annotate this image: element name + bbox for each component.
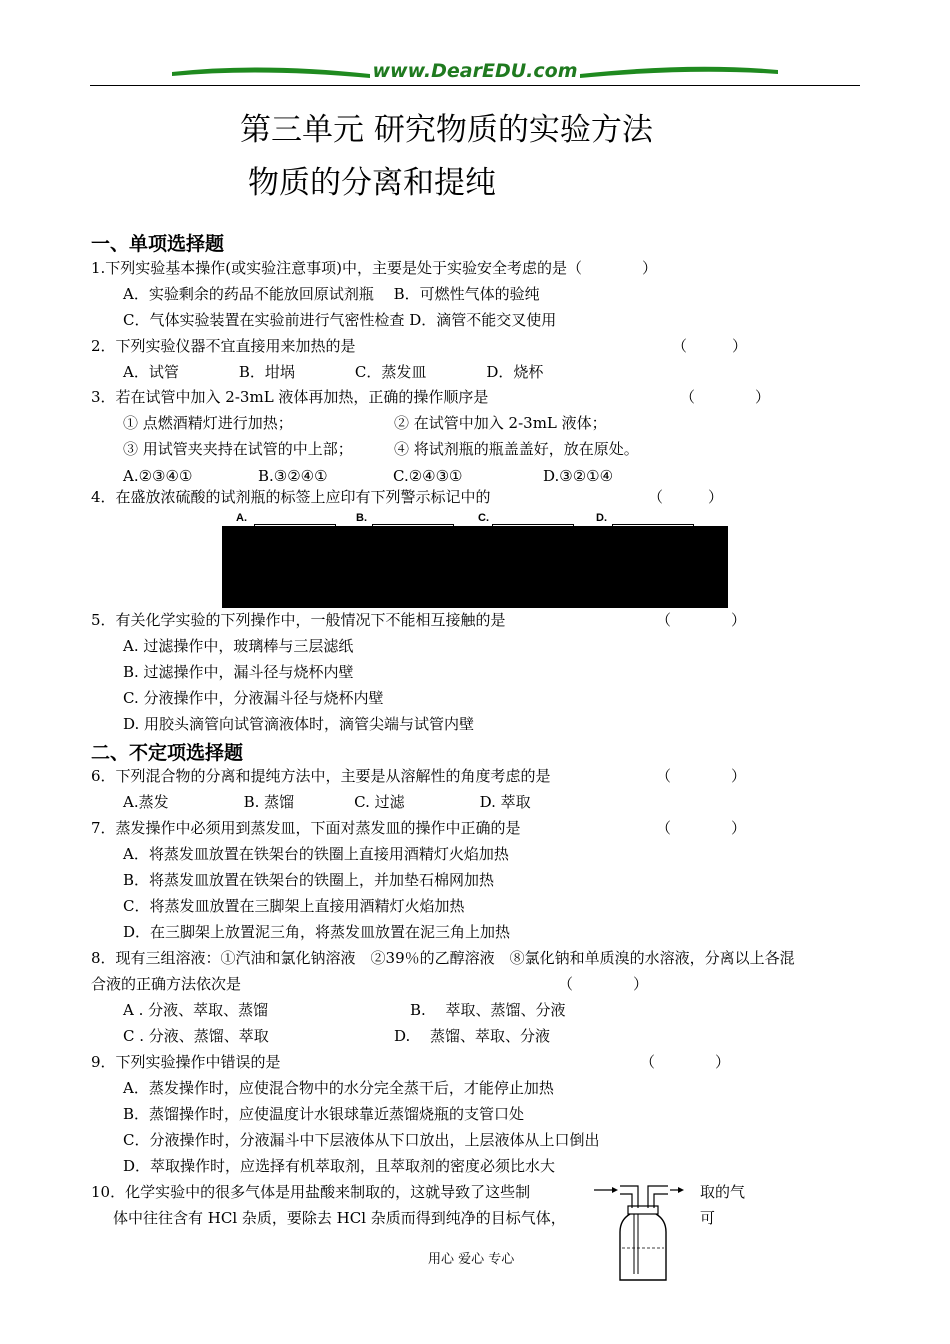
question-5-option-c: C. 分液操作中，分液漏斗径与烧杯内壁 bbox=[123, 689, 384, 707]
question-7-answer-paren: （ ） bbox=[656, 819, 747, 837]
section-heading-single-choice: 一、单项选择题 bbox=[91, 233, 225, 255]
question-7: 7．蒸发操作中必须用到蒸发皿，下面对蒸发皿的操作中正确的是 bbox=[91, 819, 521, 837]
question-9-answer-paren: （ ） bbox=[640, 1053, 731, 1071]
section-heading-multi-choice: 二、不定项选择题 bbox=[91, 742, 244, 764]
question-8-option-a: A . 分液、萃取、蒸馏 bbox=[123, 1001, 269, 1019]
gas-washing-bottle-diagram bbox=[590, 1178, 690, 1286]
question-9-option-c: C．分液操作时，分液漏斗中下层液体从下口放出，上层液体从上口倒出 bbox=[123, 1131, 600, 1149]
header-banner bbox=[170, 60, 780, 84]
question-3-step-1: ① 点燃酒精灯进行加热； bbox=[123, 414, 293, 432]
question-3-option-a: A.②③④① bbox=[123, 467, 193, 485]
label-frame-b bbox=[372, 524, 454, 529]
question-7-option-c: C．将蒸发皿放置在三脚架上直接用酒精灯火焰加热 bbox=[123, 897, 465, 915]
question-1: 1.下列实验基本操作(或实验注意事项)中，主要是处于实验安全考虑的是（ ） bbox=[91, 259, 658, 277]
label-d: D. bbox=[596, 512, 607, 524]
question-3-step-3: ③ 用试管夹夹持在试管的中上部； bbox=[123, 440, 353, 458]
label-c: C. bbox=[478, 512, 489, 524]
label-a: A. bbox=[236, 512, 247, 524]
question-2-options: A．试管 B．坩埚 C．蒸发皿 D．烧杯 bbox=[123, 363, 544, 381]
question-3-option-d: D.③②①④ bbox=[543, 467, 614, 485]
question-8-option-d: D. 蒸馏、萃取、分液 bbox=[394, 1027, 551, 1045]
label-frame-a bbox=[254, 524, 336, 529]
question-3-option-b: B.③②④① bbox=[258, 467, 328, 485]
question-5-answer-paren: （ ） bbox=[656, 611, 747, 629]
question-10-continued: 体中往往含有 HCl 杂质，要除去 HCl 杂质而得到纯净的目标气体， bbox=[113, 1209, 566, 1227]
question-5-option-a: A. 过滤操作中，玻璃棒与三层滤纸 bbox=[123, 637, 354, 655]
question-9-option-b: B．蒸馏操作时，应使温度计水银球靠近蒸馏烧瓶的支管口处 bbox=[123, 1105, 525, 1123]
page-footer: 用心 爱心 专心 bbox=[428, 1252, 515, 1267]
question-6-options: A.蒸发 B. 蒸馏 C. 过滤 D. 萃取 bbox=[123, 793, 531, 811]
question-7-option-a: A．将蒸发皿放置在铁架台的铁圈上直接用酒精灯火焰加热 bbox=[123, 845, 509, 863]
page-title: 第三单元 研究物质的实验方法 bbox=[240, 112, 653, 148]
warning-labels-image bbox=[222, 526, 728, 608]
question-10-right-text: 取的气 bbox=[700, 1183, 746, 1201]
question-6: 6．下列混合物的分离和提纯方法中，主要是从溶解性的角度考虑的是 bbox=[91, 767, 551, 785]
question-2: 2．下列实验仪器不宜直接用来加热的是 bbox=[91, 337, 356, 355]
question-3-option-c: C.②④③① bbox=[393, 467, 463, 485]
question-9-option-a: A．蒸发操作时，应使混合物中的水分完全蒸干后，才能停止加热 bbox=[123, 1079, 554, 1097]
question-8: 8．现有三组溶液：①汽油和氯化钠溶液 ②39％的乙醇溶液 ⑧氯化钠和单质溴的水溶液，分离以上各混 bbox=[91, 949, 795, 967]
question-10-right-text-2: 可 bbox=[700, 1209, 716, 1227]
question-3-answer-paren: （ ） bbox=[680, 388, 771, 406]
page-subtitle: 物质的分离和提纯 bbox=[248, 165, 496, 201]
question-3-step-2: ② 在试管中加入 2-3mL 液体； bbox=[394, 414, 607, 432]
question-1-options-cd: C．气体实验装置在实验前进行气密性检查 D．滴管不能交叉使用 bbox=[123, 311, 557, 329]
site-logo: www.DearEDU.com bbox=[372, 60, 578, 82]
question-7-option-b: B．将蒸发皿放置在铁架台的铁圈上，并加垫石棉网加热 bbox=[123, 871, 495, 889]
question-10: 10．化学实验中的很多气体是用盐酸来制取的，这就导致了这些制 bbox=[91, 1183, 531, 1201]
warning-labels-figure bbox=[222, 510, 728, 608]
question-3-step-4: ④ 将试剂瓶的瓶盖盖好，放在原处。 bbox=[394, 440, 639, 458]
question-3: 3．若在试管中加入 2-3mL 液体再加热，正确的操作顺序是 bbox=[91, 388, 489, 406]
question-6-answer-paren: （ ） bbox=[656, 767, 747, 785]
question-8-option-c: C . 分液、蒸馏、萃取 bbox=[123, 1027, 269, 1045]
question-5: 5．有关化学实验的下列操作中，一般情况下不能相互接触的是 bbox=[91, 611, 506, 629]
question-2-answer-paren: （ ） bbox=[672, 337, 748, 355]
question-1-options-ab: A．实验剩余的药品不能放回原试剂瓶 B．可燃性气体的验纯 bbox=[123, 285, 540, 303]
question-9-option-d: D．萃取操作时，应选择有机萃取剂，且萃取剂的密度必须比水大 bbox=[123, 1157, 556, 1175]
question-5-option-b: B. 过滤操作中，漏斗径与烧杯内壁 bbox=[123, 663, 354, 681]
header-rule bbox=[90, 85, 860, 86]
label-frame-c bbox=[492, 524, 574, 529]
question-8-answer-paren: （ ） bbox=[558, 975, 649, 993]
question-4: 4．在盛放浓硫酸的试剂瓶的标签上应印有下列警示标记中的 bbox=[91, 488, 491, 506]
question-4-answer-paren: （ ） bbox=[648, 488, 724, 506]
question-8-option-b: B. 萃取、蒸馏、分液 bbox=[410, 1001, 566, 1019]
question-5-option-d: D. 用胶头滴管向试管滴液体时，滴管尖端与试管内壁 bbox=[123, 715, 475, 733]
question-9: 9．下列实验操作中错误的是 bbox=[91, 1053, 281, 1071]
question-8-continued: 合液的正确方法依次是 bbox=[91, 975, 242, 993]
label-frame-d bbox=[612, 524, 694, 529]
question-7-option-d: D．在三脚架上放置泥三角，将蒸发皿放置在泥三角上加热 bbox=[123, 923, 511, 941]
label-b: B. bbox=[356, 512, 367, 524]
